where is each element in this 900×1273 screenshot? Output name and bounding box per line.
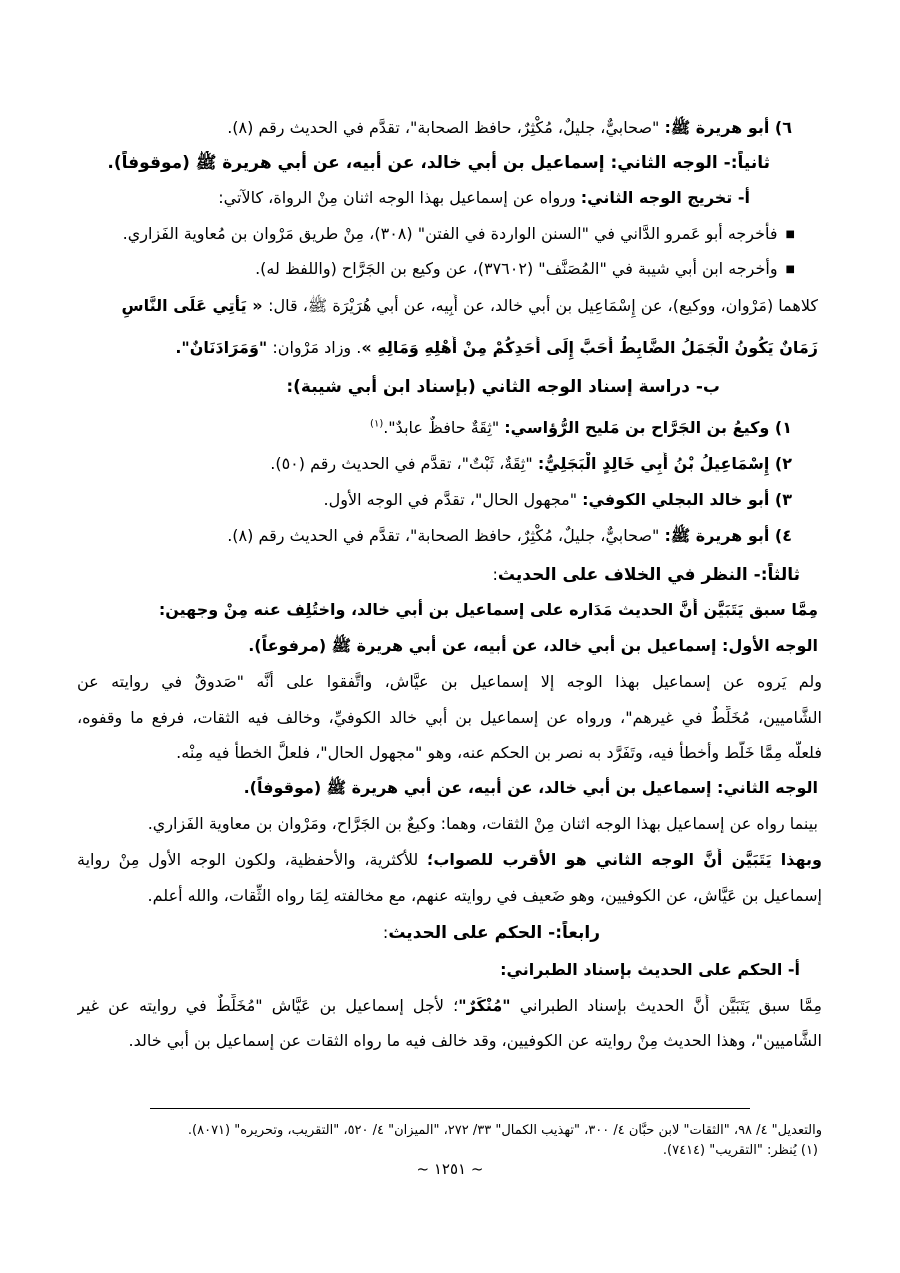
narrator-entry-4: ٤) أبو هريرة ﷺ: "صحابيٌّ، جليلٌ، مُكْثِرٌ، حافظ الصحابة"، تقدَّم في الحديث رقم (٨). (227, 526, 792, 545)
narrator-entry-6: ٦) أبو هريرة ﷺ: "صحابيٌّ، جليلٌ، مُكْثِرٌ، حافظ الصحابة"، تقدَّم في الحديث رقم (٨). (227, 118, 792, 137)
paragraph-line-3: فلعلَّه مِمَّا خَلَّط وأخطأ فيه، وتَفَرَّد به نصر بن الحكم عنه، وهو "مجهول الحال"، فلعلَّ الخطأ فيه مِنْه. (176, 743, 822, 762)
paragraph-narrators: بينما رواه عن إسماعيل بهذا الوجه اثنان مِنْ الثقات، وهما: وكيعٌ بن الجَرَّاح، ومَرْوان بن معاوية الفَزاري. (147, 814, 818, 833)
subheading-isnad-study: ب- دراسة إسناد الوجه الثاني (بإسناد ابن أبي شيبة): (286, 377, 720, 397)
footnote-divider (150, 1108, 750, 1109)
footnote-continuation: والتعديل" ٤/ ٩٨، "الثقات" لابن حبَّان ٤/ ٣٠٠، "تهذيب الكمال" ٣٣/ ٢٧٢، "الميزان" ٤/ ٥٢٠، "التقريب، وتحريره" (٨٠٧١). (187, 1123, 822, 1138)
narrator-entry-2: ٢) إِسْمَاعِيلُ بْنُ أَبِي خَالِدٍ الْبَجَلِيُّ: "ثِقَةٌ، ثَبْتٌ"، تقدَّم في الحديث رقم (٥٠). (270, 454, 792, 473)
page-number: ~ ١٢٥١ ~ (416, 1160, 484, 1178)
bullet-icon: ■ (785, 228, 795, 240)
narrator-entry-1: ١) وكيعُ بن الجَرَّاح بن مَليح الرُّؤاسي: "ثِقَةٌ حافظٌ عابدٌ".$^{(١)}$ (370, 418, 792, 437)
first-aspect-label: الوجه الأول: إسماعيل بن أبي خالد، عن أبيه، عن أبي هريرة ﷺ (مرفوعاً). (248, 636, 818, 655)
footnote-ref: (١) (370, 418, 384, 430)
paragraph-line-1: ولم يَروه عن إسماعيل بهذا الوجه إلا إسماعيل بن عيَّاش، واتَّفقوا على أنَّه "صَدوقٌ في روايته عن (77, 672, 822, 691)
bullet-icon: ■ (785, 263, 795, 275)
conclusion-line-2: إسماعيل بن عَيَّاش، عن الكوفيين، وهو ضَعيف في روايته عنهم، مع مخالفته لِمَا رواه الثِّقات، والله أعلم. (147, 886, 822, 905)
bullet-item-2: ■وأخرجه ابن أبي شيبة في "المُصَنَّف" (٣٧٦٠٢)، عن وكيع بن الجَرَّاح (واللفظ له). (255, 259, 795, 278)
ruling-line-2: الشَّاميين"، وهذا الحديث مِنْ روايته عن الكوفيين، وقد خالف فيه ما رواه الثقات عن إسماعيل بن أبي خالد. (128, 1031, 822, 1050)
footnote-1: (١) يُنظر: "التقريب" (٧٤١٤). (662, 1143, 818, 1158)
second-aspect-label: الوجه الثاني: إسماعيل بن أبي خالد، عن أبيه، عن أبي هريرة ﷺ (موقوفاً). (243, 778, 818, 797)
narrator-entry-3: ٣) أبو خالد البجلي الكوفي: "مجهول الحال"، تقدَّم في الوجه الأول. (323, 490, 792, 509)
bullet-item-1: ■فأخرجه أبو عَمرو الدَّاني في "السنن الواردة في الفتن" (٣٠٨)، مِنْ طريق مَرْوان بن مُعاوية الفَزاري. (122, 224, 795, 243)
hadith-line-2: زَمَانٌ يَكُونُ الْجَمَلُ الضَّابِطُ أَحَبَّ إِلَى أَحَدِكُمْ مِنْ أَهْلِهِ وَمَالِهِ ». وزاد مَرْوان: "وَمَرَادَنَانٌ". (175, 338, 818, 357)
section-heading-third: ثالثاً:- النظر في الخلاف على الحديث: (492, 565, 800, 585)
section-heading-fourth: رابعاً:- الحكم على الحديث: (382, 923, 600, 943)
ruling-line-1: مِمَّا سبق يَتَبَيَّن أَنَّ الحديث بإسناد الطبراني "مُنْكَرٌ"؛ لأجل إسماعيل بن عَيَّاش "مُخَلِّطٌ في روايته عن غير (77, 996, 822, 1015)
conclusion-line-1: وبهذا يَتَبَيَّن أَنَّ الوجه الثاني هو الأقرب للصواب؛ للأكثرية، والأحفظية، ولكون الوجه الأول مِنْ رواية (77, 850, 822, 869)
section-heading-second-aspect: ثانياً:- الوجه الثاني: إسماعيل بن أبي خالد، عن أبيه، عن أبي هريرة ﷺ (موقوفاً). (107, 153, 770, 173)
hadith-line-1: كلاهما (مَرْوان، ووكيع)، عن إِسْمَاعِيل بن أبي خالد، عن أَبِيه، عن أبي هُرَيْرَة ﷺ، قال: « يَأْتِي عَلَى النَّاسِ (121, 296, 818, 315)
paragraph-summary: مِمَّا سبق يَتَبَيَّن أَنَّ الحديث مَدَاره على إسماعيل بن أبي خالد، واختُلِف عنه مِنْ وجهين: (158, 600, 818, 619)
paragraph-line-2: الشَّاميين، مُخَلِّطٌ في غيرهم"، ورواه عن إسماعيل بن أبي خالد الكوفيِّ، وخالف فيه الثقات، فرفع ما وقفوه، (77, 708, 822, 727)
subheading-takhrij: أ- تخريج الوجه الثاني: ورواه عن إسماعيل بهذا الوجه اثنان مِنْ الرواة، كالآتي: (218, 188, 750, 207)
subheading-ruling-tabarani: أ- الحكم على الحديث بإسناد الطبراني: (500, 960, 800, 979)
